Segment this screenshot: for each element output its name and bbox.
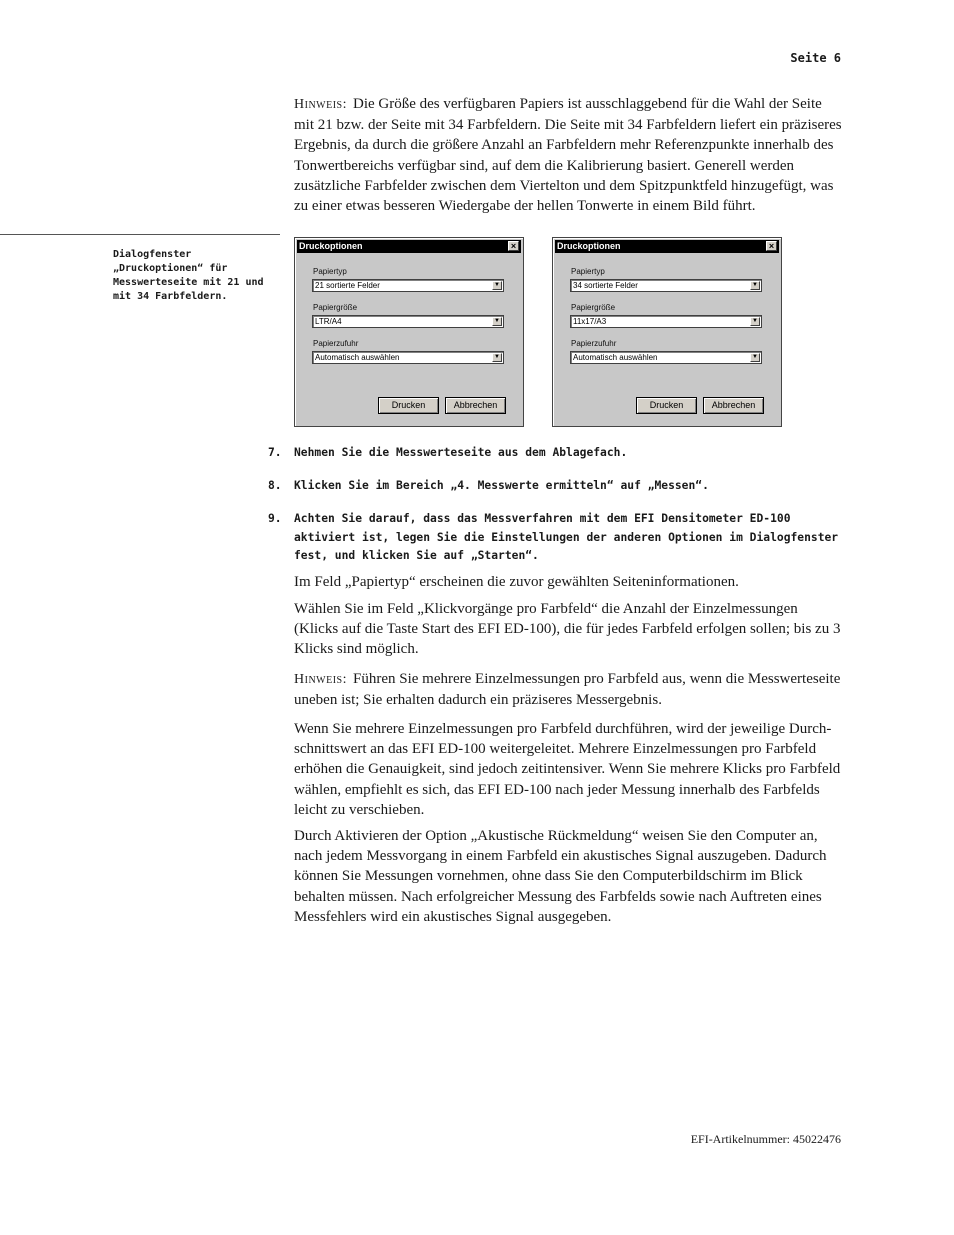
papiergroesse-select[interactable] <box>312 315 504 328</box>
step-text: Klicken Sie im Bereich „4. Messwerte ermitteln“ auf „Messen“. <box>294 479 709 492</box>
papiergroesse-value: 11x17/A3 <box>573 317 607 326</box>
cancel-button[interactable]: Abbrechen <box>703 397 764 414</box>
papierzufuhr-label: Papierzufuhr <box>313 339 359 348</box>
figure-caption: Dialogfenster „Druckoptionen“ für Messwerteseite mit 21 und mit 34 Farbfeldern. <box>113 249 264 302</box>
note-label: Hinweis: <box>294 97 347 112</box>
paragraph-text: Im Feld „Papiertyp“ erscheinen die zuvor gewählten Seiteninformationen. <box>294 574 739 590</box>
caption-rule <box>0 234 280 235</box>
chevron-down-icon[interactable]: ▼ <box>492 281 502 290</box>
paragraph-text: Wenn Sie mehrere Einzelmessungen pro Farbfeld durchführen, wird der jeweilige Durchschnittswert an das EFI ED-100 weitergeleitet. Mehrere Einzelmessungen pro Farbfeld erhöhen die Genauigkeit, sind jedoch zeitintensiver. Wenn Sie mehrere Klicks pro Farbfeld wählen, empfiehlt es sich, das EFI ED-100 nach jeder Messung innerhalb des Farbfelds leicht zu verschieben. <box>294 721 841 818</box>
chevron-down-icon[interactable]: ▼ <box>750 353 760 362</box>
step-number: 7. <box>268 446 282 459</box>
step-8 <box>268 477 843 496</box>
papiergroesse-select[interactable] <box>570 315 762 328</box>
papierzufuhr-select[interactable] <box>312 351 504 364</box>
dialog-title: Druckoptionen <box>299 241 363 251</box>
papiergroesse-label: Papiergröße <box>313 303 358 312</box>
dialog-titlebar <box>555 240 779 253</box>
paragraph-akustisch <box>294 826 842 927</box>
close-icon[interactable]: × <box>508 241 519 251</box>
paragraph-einzelmessungen <box>294 719 842 820</box>
papiertyp-select[interactable] <box>312 279 504 292</box>
papiergroesse-value: LTR/A4 <box>315 317 342 326</box>
paragraph-papiertyp <box>294 572 842 592</box>
papiergroesse-label: Papiergröße <box>571 303 616 312</box>
note-label: Hinweis: <box>294 672 347 687</box>
article-number: EFI-Artikelnummer: 45022476 <box>690 1132 841 1146</box>
step-text: Achten Sie darauf, dass das Messverfahren mit dem EFI Densitometer ED-100 aktiviert ist, legen Sie die Einstellungen der anderen Optionen im Dialogfenster fest, und klicken Sie auf „Starten“. <box>294 512 839 562</box>
note-text: Die Größe des verfügbaren Papiers ist ausschlaggebend für die Wahl der Seite mit 21 bzw. der Seite mit 34 Farbfeldern. Die Seite mit 34 Farbfeldern liefert ein präziseres Ergebnis, da durch die größere Anzahl an Farbfeldern mehr Referenzpunkte innerhalb des Tonwertbereichs verfügbar sind, auf dem die Kalibrierung basiert. Generell werden zusätzliche Farbfelder zwischen dem Viertelton und dem Spitzpunktfeld hinzugefügt, was zu einer etwas besseren Wiedergabe der hellen Tonwerte in einem Bild führt. <box>294 96 842 215</box>
papiertyp-value: 34 sortierte Felder <box>573 281 638 290</box>
dialog-print-options-34 <box>552 237 782 427</box>
dialog-titlebar <box>297 240 521 253</box>
paragraph-klickvorgaenge <box>294 599 842 660</box>
papiertyp-select[interactable] <box>570 279 762 292</box>
page-number: Seite 6 <box>790 51 841 65</box>
chevron-down-icon[interactable]: ▼ <box>492 353 502 362</box>
step-7 <box>268 444 843 463</box>
note-paragraph-2 <box>294 669 842 710</box>
papierzufuhr-value: Automatisch auswählen <box>573 353 658 362</box>
note-text: Führen Sie mehrere Einzelmessungen pro Farbfeld aus, wenn die Messwerteseite uneben ist; Sie erhalten dadurch ein präziseres Messergebnis. <box>294 671 841 709</box>
papiertyp-label: Papiertyp <box>571 267 605 276</box>
dialog-title: Druckoptionen <box>557 241 621 251</box>
chevron-down-icon[interactable]: ▼ <box>492 317 502 326</box>
papierzufuhr-value: Automatisch auswählen <box>315 353 400 362</box>
step-number: 8. <box>268 479 282 492</box>
close-icon[interactable]: × <box>766 241 777 251</box>
cancel-button[interactable]: Abbrechen <box>445 397 506 414</box>
chevron-down-icon[interactable]: ▼ <box>750 317 760 326</box>
papiertyp-label: Papiertyp <box>313 267 347 276</box>
note-paragraph <box>294 94 842 216</box>
paragraph-text: Durch Aktivieren der Option „Akustische Rückmeldung“ weisen Sie den Computer an, nach jedem Messvorgang in einem Farbfeld ein akustisches Signal auszugeben. Dadurch können Sie Messungen vornehmen, ohne dass Sie den Computerbildschirm im Blick behalten müssen. Nach erfolgreicher Messung des Farbfelds sowie nach Auftreten eines Messfehlers wird ein akustisches Signal ausgegeben. <box>294 828 827 925</box>
papierzufuhr-label: Papierzufuhr <box>571 339 617 348</box>
step-number: 9. <box>268 512 282 525</box>
step-9 <box>268 510 843 566</box>
paragraph-text: Wählen Sie im Feld „Klickvorgänge pro Farbfeld“ die Anzahl der Einzelmessungen (Klicks auf die Taste Start des EFI ED-100), die für jedes Farbfeld erfolgen sollen; bis zu 3 Klicks sind möglich. <box>294 601 841 658</box>
print-button[interactable]: Drucken <box>378 397 439 414</box>
dialog-print-options-21 <box>294 237 524 427</box>
step-text: Nehmen Sie die Messwerteseite aus dem Ablagefach. <box>294 446 628 459</box>
print-button[interactable]: Drucken <box>636 397 697 414</box>
papiertyp-value: 21 sortierte Felder <box>315 281 380 290</box>
chevron-down-icon[interactable]: ▼ <box>750 281 760 290</box>
papierzufuhr-select[interactable] <box>570 351 762 364</box>
